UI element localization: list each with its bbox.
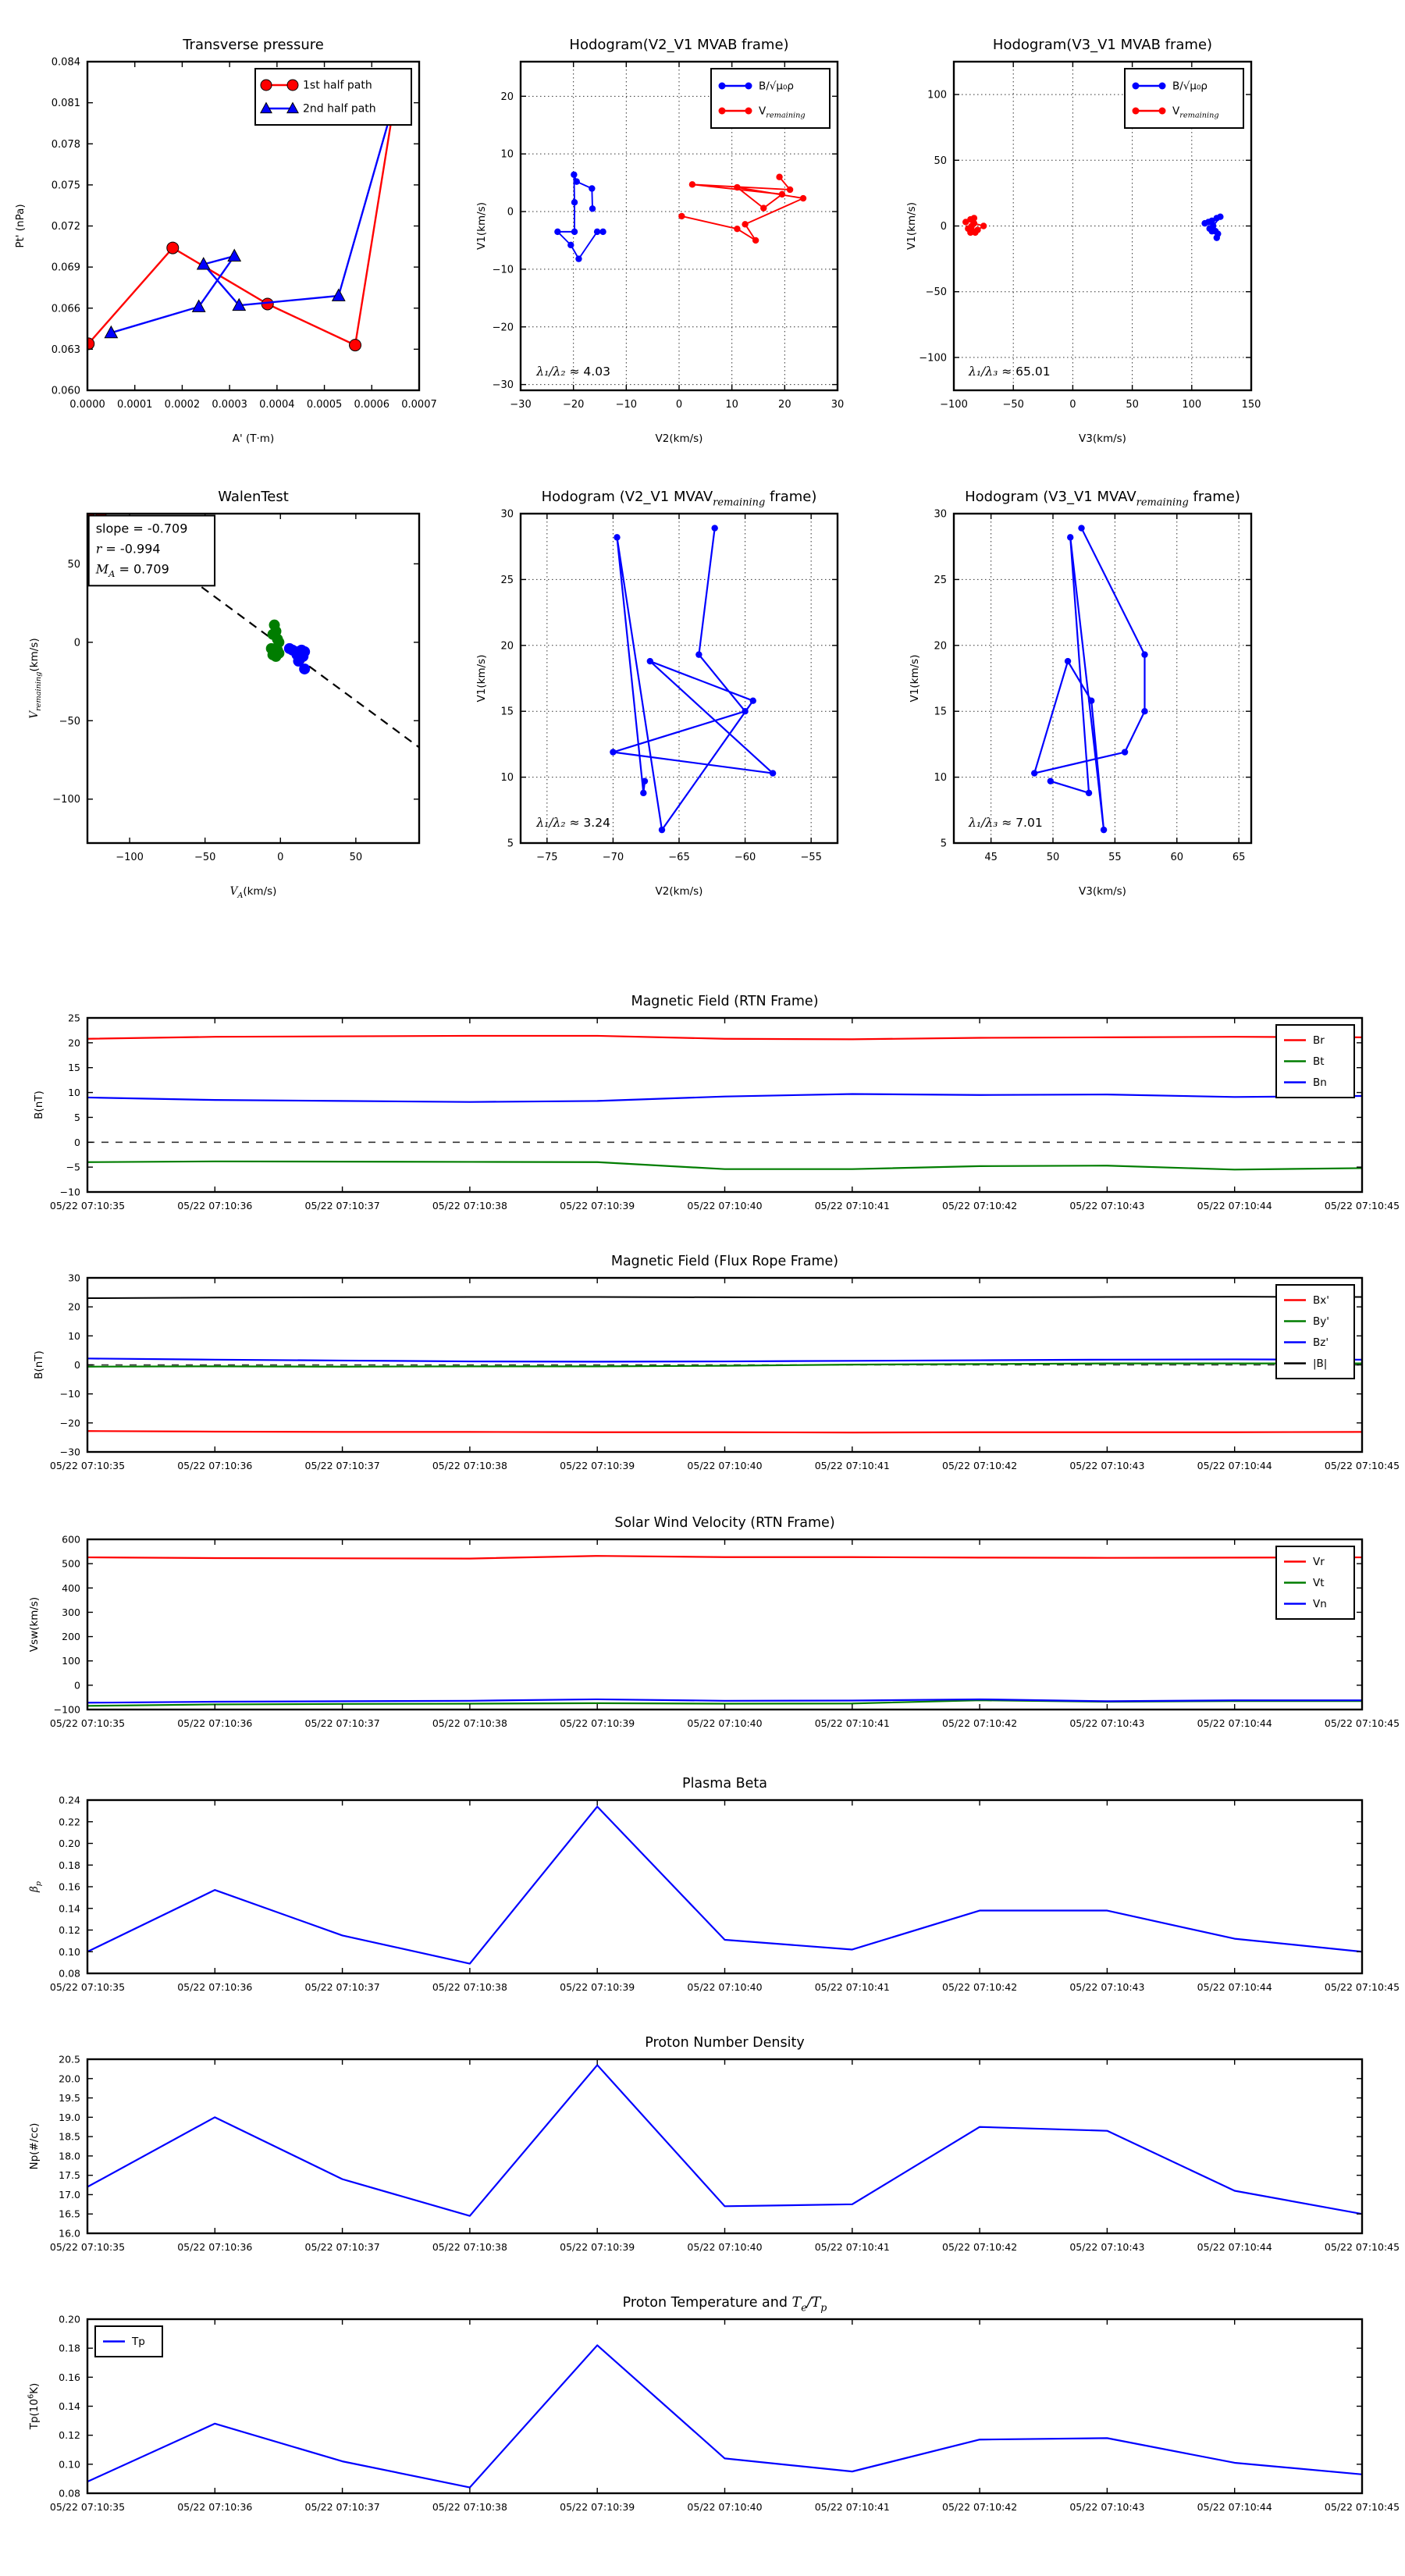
svg-text:0: 0 [1069, 399, 1076, 411]
plot-proton-temperature [0, 2286, 1405, 2528]
svg-text:05/22 07:10:45: 05/22 07:10:45 [1324, 1981, 1400, 1993]
svg-text:0.078: 0.078 [51, 138, 80, 151]
plot-hodogram-v3-v1-mvab [905, 8, 1405, 484]
hodogram-v3-v1-mvav-chart [909, 460, 1405, 928]
svg-text:Solar Wind Velocity (RTN Frame: Solar Wind Velocity (RTN Frame) [614, 1515, 835, 1531]
svg-text:05/22 07:10:36: 05/22 07:10:36 [177, 1981, 253, 1993]
svg-text:17.5: 17.5 [59, 2169, 80, 2182]
svg-text:05/22 07:10:45: 05/22 07:10:45 [1324, 1200, 1400, 1212]
svg-text:300: 300 [62, 1606, 80, 1618]
svg-text:100: 100 [1182, 399, 1202, 411]
svg-text:20.5: 20.5 [59, 2053, 80, 2065]
svg-text:5: 5 [940, 838, 947, 850]
svg-text:200: 200 [62, 1631, 80, 1643]
svg-text:V1(km/s): V1(km/s) [909, 654, 921, 703]
svg-text:0: 0 [675, 399, 683, 411]
svg-text:19.5: 19.5 [59, 2092, 80, 2105]
svg-text:Hodogram (V2_V1 MVAVremaining: Hodogram (V2_V1 $MVAV_{remaining}$ frame) [541, 489, 817, 509]
svg-text:20: 20 [778, 399, 791, 411]
solar-wind-velocity-rtn-chart [0, 1507, 1405, 1745]
svg-text:Vsw(km/s): Vsw(km/s) [28, 1596, 41, 1653]
svg-text:Hodogram (V3_V1 MVAVremaining: Hodogram (V3_V1 $MVAV_{remaining}$ frame) [965, 489, 1240, 509]
svg-text:0.18: 0.18 [59, 2342, 80, 2354]
svg-text:05/22 07:10:35: 05/22 07:10:35 [49, 2241, 126, 2253]
svg-text:20: 20 [68, 1037, 80, 1049]
svg-text:0.16: 0.16 [59, 2371, 80, 2383]
svg-text:100: 100 [927, 89, 947, 101]
svg-text:0.12: 0.12 [59, 1924, 80, 1936]
svg-text:−100: −100 [940, 399, 968, 411]
svg-text:Proton Temperature and Te/Tp: Proton Temperature and $T_e/T_p$ [622, 2295, 827, 2314]
svg-text:Hodogram(V2_V1 MVAB frame): Hodogram(V2_V1 MVAB frame) [569, 37, 789, 53]
svg-text:−50: −50 [925, 286, 947, 299]
svg-text:05/22 07:10:36: 05/22 07:10:36 [177, 1200, 253, 1212]
svg-text:0.08: 0.08 [59, 1967, 80, 1980]
svg-text:05/22 07:10:38: 05/22 07:10:38 [432, 2241, 507, 2253]
svg-text:Transverse pressure: Transverse pressure [183, 37, 324, 53]
svg-text:20.0: 20.0 [59, 2073, 80, 2085]
svg-text:05/22 07:10:40: 05/22 07:10:40 [687, 1717, 763, 1729]
svg-text:0: 0 [940, 221, 947, 233]
svg-text:5: 5 [74, 1111, 80, 1123]
svg-text:05/22 07:10:43: 05/22 07:10:43 [1069, 1200, 1145, 1212]
svg-text:B(nT): B(nT) [33, 1091, 45, 1119]
svg-text:05/22 07:10:36: 05/22 07:10:36 [177, 1717, 253, 1729]
svg-text:05/22 07:10:41: 05/22 07:10:41 [814, 1717, 890, 1729]
svg-text:Bx': Bx' [1313, 1294, 1329, 1307]
svg-text:20: 20 [934, 640, 947, 653]
plasma-beta-chart [0, 1767, 1405, 2005]
svg-text:−100: −100 [53, 1703, 80, 1716]
svg-text:0.081: 0.081 [51, 98, 80, 110]
svg-text:0.0001: 0.0001 [116, 399, 153, 411]
svg-text:Bz': Bz' [1313, 1336, 1329, 1349]
svg-text:V3(km/s): V3(km/s) [1079, 432, 1126, 445]
plot-hodogram-v2-v1-mvab [468, 8, 874, 484]
svg-text:05/22 07:10:41: 05/22 07:10:41 [814, 2241, 890, 2253]
svg-text:17.0: 17.0 [59, 2188, 80, 2201]
svg-text:05/22 07:10:36: 05/22 07:10:36 [177, 2241, 253, 2253]
svg-text:λ₁/λ₂ ≈ 3.24: λ₁/λ₂ ≈ 3.24 [536, 815, 610, 830]
plot-magnetic-field-flux-rope [0, 1245, 1405, 1483]
svg-text:−10: −10 [492, 264, 514, 276]
svg-text:65: 65 [1232, 852, 1246, 863]
svg-text:05/22 07:10:40: 05/22 07:10:40 [687, 2501, 763, 2513]
svg-text:MA = 0.709: $M_A = 0.709$ [95, 561, 169, 580]
svg-text:05/22 07:10:42: 05/22 07:10:42 [942, 1200, 1018, 1212]
plot-hodogram-v3-v1-mvav [909, 460, 1405, 928]
svg-text:2nd half path: 2nd half path [303, 102, 376, 116]
svg-text:05/22 07:10:43: 05/22 07:10:43 [1069, 2501, 1145, 2513]
svg-text:05/22 07:10:41: 05/22 07:10:41 [814, 1460, 890, 1471]
svg-text:−10: −10 [59, 1186, 80, 1198]
svg-text:r = -0.994: r = -0.994 [95, 541, 161, 557]
svg-text:20: 20 [500, 91, 514, 103]
svg-text:λ₁/λ₃ ≈ 65.01: λ₁/λ₃ ≈ 65.01 [969, 365, 1051, 379]
svg-text:Pt' (nPa): Pt' (nPa) [14, 204, 27, 248]
svg-text:0.24: 0.24 [59, 1794, 80, 1806]
svg-text:10: 10 [68, 1087, 80, 1099]
svg-text:B(nT): B(nT) [33, 1350, 45, 1379]
svg-text:05/22 07:10:37: 05/22 07:10:37 [304, 1200, 380, 1212]
svg-text:600: 600 [62, 1533, 80, 1546]
svg-text:25: 25 [934, 574, 947, 586]
svg-text:λ₁/λ₃ ≈ 7.01: λ₁/λ₃ ≈ 7.01 [969, 815, 1043, 830]
svg-text:500: 500 [62, 1557, 80, 1570]
svg-text:0.22: 0.22 [59, 1816, 80, 1828]
svg-text:Vremaining: $V_{remaining}$ [1172, 105, 1219, 120]
svg-text:0.0000: 0.0000 [69, 399, 105, 411]
svg-text:20: 20 [68, 1300, 80, 1313]
svg-text:05/22 07:10:44: 05/22 07:10:44 [1197, 2501, 1272, 2513]
svg-text:0: 0 [507, 206, 514, 219]
svg-text:05/22 07:10:45: 05/22 07:10:45 [1324, 1460, 1400, 1471]
svg-text:05/22 07:10:37: 05/22 07:10:37 [304, 1460, 380, 1471]
svg-text:05/22 07:10:42: 05/22 07:10:42 [942, 2241, 1018, 2253]
svg-text:B/√μ₀ρ: B/√μ₀ρ [759, 80, 794, 93]
svg-text:WalenTest: WalenTest [218, 489, 289, 505]
svg-text:0.14: 0.14 [59, 1902, 80, 1915]
svg-text:Tp(106K): $Tp(10^6K)$ [27, 2382, 41, 2430]
svg-text:−100: −100 [52, 794, 80, 806]
svg-text:25: 25 [68, 1012, 80, 1024]
svg-text:−55: −55 [800, 852, 822, 863]
svg-text:Np(#/cc): Np(#/cc) [28, 2122, 41, 2170]
svg-text:05/22 07:10:43: 05/22 07:10:43 [1069, 1981, 1145, 1993]
svg-text:0: 0 [74, 1679, 80, 1692]
svg-text:25: 25 [500, 574, 514, 586]
svg-text:0.0007: 0.0007 [401, 399, 437, 411]
svg-text:05/22 07:10:43: 05/22 07:10:43 [1069, 1717, 1145, 1729]
svg-text:05/22 07:10:35: 05/22 07:10:35 [49, 1981, 126, 1993]
svg-text:0.16: 0.16 [59, 1880, 80, 1893]
svg-text:16.5: 16.5 [59, 2208, 80, 2220]
svg-text:V1(km/s): V1(km/s) [475, 202, 488, 250]
svg-text:0.0006: 0.0006 [354, 399, 390, 411]
svg-text:05/22 07:10:35: 05/22 07:10:35 [49, 2501, 126, 2513]
svg-text:05/22 07:10:35: 05/22 07:10:35 [49, 1717, 126, 1729]
svg-text:−50: −50 [1002, 399, 1024, 411]
svg-text:05/22 07:10:37: 05/22 07:10:37 [304, 2241, 380, 2253]
svg-text:0.0003: 0.0003 [212, 399, 247, 411]
svg-text:5: 5 [507, 838, 514, 850]
svg-text:0.075: 0.075 [51, 180, 80, 192]
plot-magnetic-field-rtn [0, 985, 1405, 1223]
svg-text:05/22 07:10:44: 05/22 07:10:44 [1197, 1717, 1272, 1729]
svg-text:05/22 07:10:44: 05/22 07:10:44 [1197, 2241, 1272, 2253]
svg-text:By': By' [1313, 1315, 1329, 1328]
svg-text:05/22 07:10:38: 05/22 07:10:38 [432, 1200, 507, 1212]
svg-text:slope = -0.709: slope = -0.709 [95, 521, 188, 536]
svg-text:15: 15 [934, 706, 947, 718]
svg-text:05/22 07:10:35: 05/22 07:10:35 [49, 1460, 126, 1471]
svg-text:0.060: 0.060 [51, 385, 80, 397]
svg-text:Magnetic Field (Flux Rope Fram: Magnetic Field (Flux Rope Frame) [610, 1254, 839, 1269]
hodogram-v2-v1-mvav-chart [468, 460, 874, 928]
svg-text:50: 50 [1126, 399, 1139, 411]
svg-text:B/√μ₀ρ: B/√μ₀ρ [1172, 80, 1208, 93]
svg-text:10: 10 [500, 772, 514, 785]
svg-text:400: 400 [62, 1582, 80, 1594]
svg-text:βp: $\beta_p$ [28, 1880, 44, 1893]
svg-text:−65: −65 [668, 852, 690, 863]
svg-text:−20: −20 [492, 322, 514, 334]
svg-text:V1(km/s): V1(km/s) [475, 654, 488, 703]
svg-text:50: 50 [934, 155, 947, 167]
plot-transverse-pressure [0, 8, 484, 484]
svg-text:−20: −20 [59, 1417, 80, 1429]
svg-text:−5: −5 [66, 1161, 80, 1173]
svg-text:50: 50 [67, 558, 80, 571]
svg-text:Br: Br [1313, 1034, 1325, 1047]
svg-text:05/22 07:10:45: 05/22 07:10:45 [1324, 2501, 1400, 2513]
svg-text:−20: −20 [562, 399, 585, 411]
svg-text:Vremaining: $V_{remaining}$ [759, 105, 806, 120]
magnetic-field-flux-rope-chart [0, 1245, 1405, 1483]
svg-text:19.0: 19.0 [59, 2111, 80, 2123]
svg-text:05/22 07:10:39: 05/22 07:10:39 [560, 2501, 635, 2513]
svg-text:Magnetic Field (RTN Frame): Magnetic Field (RTN Frame) [631, 994, 819, 1009]
svg-text:05/22 07:10:44: 05/22 07:10:44 [1197, 1200, 1272, 1212]
svg-text:0.10: 0.10 [59, 2458, 80, 2471]
svg-text:05/22 07:10:41: 05/22 07:10:41 [814, 1200, 890, 1212]
svg-text:05/22 07:10:38: 05/22 07:10:38 [432, 1717, 507, 1729]
svg-text:0.063: 0.063 [51, 343, 80, 356]
svg-text:−50: −50 [59, 715, 80, 728]
svg-text:−10: −10 [59, 1388, 80, 1400]
svg-text:Vr: Vr [1313, 1556, 1325, 1568]
svg-text:Vremaining(km/s): $V_{remaining}(km/s)$ [28, 638, 44, 719]
svg-text:05/22 07:10:40: 05/22 07:10:40 [687, 1200, 763, 1212]
proton-temperature-chart [0, 2286, 1405, 2528]
svg-text:05/22 07:10:43: 05/22 07:10:43 [1069, 1460, 1145, 1471]
svg-text:05/22 07:10:37: 05/22 07:10:37 [304, 2501, 380, 2513]
svg-text:0.0004: 0.0004 [259, 399, 295, 411]
svg-text:15: 15 [68, 1062, 80, 1074]
svg-text:05/22 07:10:39: 05/22 07:10:39 [560, 1981, 635, 1993]
svg-text:05/22 07:10:45: 05/22 07:10:45 [1324, 2241, 1400, 2253]
svg-text:A' (T·m): A' (T·m) [232, 432, 275, 445]
svg-text:0.084: 0.084 [51, 56, 80, 69]
svg-text:05/22 07:10:42: 05/22 07:10:42 [942, 1981, 1018, 1993]
svg-text:Hodogram(V3_V1 MVAB frame): Hodogram(V3_V1 MVAB frame) [992, 37, 1213, 53]
svg-text:30: 30 [831, 399, 845, 411]
svg-text:45: 45 [984, 852, 998, 863]
svg-text:−70: −70 [602, 852, 624, 863]
svg-text:0: 0 [74, 1359, 80, 1371]
plot-walen-test [0, 460, 484, 928]
svg-text:1st half path: 1st half path [303, 79, 372, 92]
svg-text:05/22 07:10:38: 05/22 07:10:38 [432, 1981, 507, 1993]
svg-text:05/22 07:10:40: 05/22 07:10:40 [687, 1981, 763, 1993]
svg-text:−30: −30 [59, 1446, 80, 1458]
plot-solar-wind-velocity [0, 1507, 1405, 1745]
svg-text:10: 10 [68, 1329, 80, 1342]
svg-text:0.0002: 0.0002 [164, 399, 201, 411]
svg-text:0.10: 0.10 [59, 1945, 80, 1958]
svg-text:Bt: Bt [1313, 1055, 1325, 1068]
svg-text:55: 55 [1108, 852, 1122, 863]
svg-text:−100: −100 [919, 352, 947, 365]
svg-text:0.069: 0.069 [51, 262, 80, 274]
svg-text:05/22 07:10:39: 05/22 07:10:39 [560, 2241, 635, 2253]
svg-text:05/22 07:10:43: 05/22 07:10:43 [1069, 2241, 1145, 2253]
svg-text:15: 15 [500, 706, 514, 718]
svg-text:05/22 07:10:44: 05/22 07:10:44 [1197, 1981, 1272, 1993]
svg-text:05/22 07:10:36: 05/22 07:10:36 [177, 2501, 253, 2513]
svg-text:V3(km/s): V3(km/s) [1079, 885, 1126, 898]
svg-text:18.0: 18.0 [59, 2150, 80, 2162]
svg-text:05/22 07:10:41: 05/22 07:10:41 [814, 2501, 890, 2513]
svg-text:Vn: Vn [1313, 1598, 1327, 1610]
magnetic-field-rtn-chart [0, 985, 1405, 1223]
svg-text:VA(km/s): $V_A(km/s)$ [229, 885, 277, 901]
svg-text:05/22 07:10:38: 05/22 07:10:38 [432, 2501, 507, 2513]
svg-text:05/22 07:10:44: 05/22 07:10:44 [1197, 1460, 1272, 1471]
plot-proton-number-density [0, 2026, 1405, 2265]
hodogram-v3-v1-mvab-chart [905, 8, 1405, 484]
svg-text:05/22 07:10:37: 05/22 07:10:37 [304, 1717, 380, 1729]
svg-text:10: 10 [725, 399, 738, 411]
svg-text:18.5: 18.5 [59, 2130, 80, 2143]
svg-text:|B|: |B| [1313, 1357, 1328, 1370]
svg-text:−50: −50 [194, 852, 216, 863]
svg-text:05/22 07:10:40: 05/22 07:10:40 [687, 1460, 763, 1471]
svg-text:05/22 07:10:35: 05/22 07:10:35 [49, 1200, 126, 1212]
svg-text:λ₁/λ₂ ≈ 4.03: λ₁/λ₂ ≈ 4.03 [536, 365, 610, 379]
svg-text:30: 30 [68, 1272, 80, 1284]
svg-text:05/22 07:10:39: 05/22 07:10:39 [560, 1717, 635, 1729]
svg-text:20: 20 [500, 640, 514, 653]
svg-text:30: 30 [500, 508, 514, 521]
svg-text:150: 150 [1241, 399, 1261, 411]
svg-text:05/22 07:10:38: 05/22 07:10:38 [432, 1460, 507, 1471]
svg-text:0.12: 0.12 [59, 2429, 80, 2442]
svg-text:60: 60 [1170, 852, 1184, 863]
svg-text:0.20: 0.20 [59, 1838, 80, 1849]
transverse-pressure-chart [0, 8, 484, 484]
svg-text:05/22 07:10:36: 05/22 07:10:36 [177, 1460, 253, 1471]
svg-text:30: 30 [934, 508, 947, 521]
hodogram-v2-v1-mvab-chart [468, 8, 874, 484]
svg-text:0.20: 0.20 [59, 2313, 80, 2325]
svg-text:−30: −30 [510, 399, 532, 411]
svg-text:100: 100 [62, 1655, 80, 1667]
svg-text:05/22 07:10:45: 05/22 07:10:45 [1324, 1717, 1400, 1729]
svg-text:05/22 07:10:37: 05/22 07:10:37 [304, 1981, 380, 1993]
svg-text:05/22 07:10:42: 05/22 07:10:42 [942, 1717, 1018, 1729]
svg-text:50: 50 [1046, 852, 1060, 863]
svg-text:05/22 07:10:40: 05/22 07:10:40 [687, 2241, 763, 2253]
plot-hodogram-v2-v1-mvav [468, 460, 874, 928]
svg-text:05/22 07:10:39: 05/22 07:10:39 [560, 1460, 635, 1471]
svg-text:−75: −75 [536, 852, 558, 863]
svg-text:0: 0 [277, 852, 284, 863]
svg-text:V2(km/s): V2(km/s) [655, 432, 703, 445]
svg-text:0.066: 0.066 [51, 303, 80, 315]
svg-text:16.0: 16.0 [59, 2227, 80, 2240]
svg-text:−30: −30 [492, 379, 514, 392]
svg-text:05/22 07:10:39: 05/22 07:10:39 [560, 1200, 635, 1212]
svg-text:−10: −10 [615, 399, 638, 411]
svg-text:50: 50 [349, 852, 363, 863]
svg-text:Bn: Bn [1313, 1076, 1327, 1089]
svg-text:0.08: 0.08 [59, 2487, 80, 2500]
svg-text:0.0005: 0.0005 [306, 399, 343, 411]
plot-plasma-beta [0, 1767, 1405, 2005]
svg-text:0: 0 [73, 637, 80, 649]
svg-text:05/22 07:10:42: 05/22 07:10:42 [942, 1460, 1018, 1471]
svg-text:−100: −100 [116, 852, 144, 863]
svg-text:V1(km/s): V1(km/s) [905, 202, 918, 250]
svg-text:Proton Number Density: Proton Number Density [645, 2035, 805, 2051]
svg-text:10: 10 [934, 772, 947, 785]
svg-text:0.18: 0.18 [59, 1859, 80, 1871]
svg-text:10: 10 [500, 148, 514, 161]
svg-text:0.072: 0.072 [51, 221, 80, 233]
walen-test-chart [0, 460, 484, 928]
svg-text:Plasma Beta: Plasma Beta [682, 1776, 767, 1791]
svg-text:0: 0 [74, 1136, 80, 1148]
svg-text:Vt: Vt [1313, 1577, 1325, 1589]
svg-text:05/22 07:10:42: 05/22 07:10:42 [942, 2501, 1018, 2513]
proton-number-density-chart [0, 2026, 1405, 2265]
svg-text:Tp: Tp [132, 2336, 145, 2348]
svg-text:0.14: 0.14 [59, 2400, 80, 2412]
svg-text:05/22 07:10:41: 05/22 07:10:41 [814, 1981, 890, 1993]
svg-text:−60: −60 [734, 852, 756, 863]
svg-text:V2(km/s): V2(km/s) [655, 885, 703, 898]
